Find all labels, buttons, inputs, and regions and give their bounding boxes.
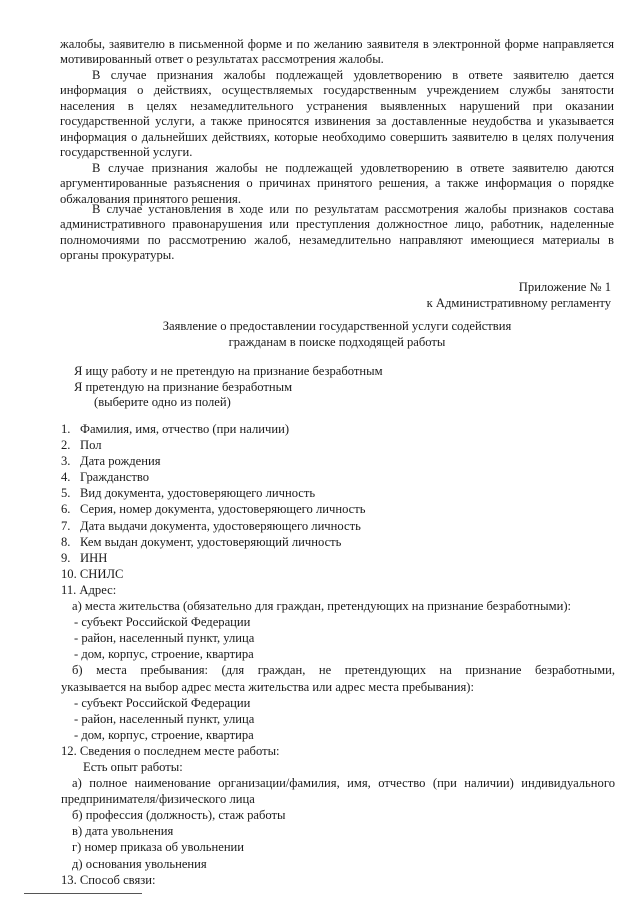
field-number: 2. xyxy=(61,438,71,453)
form-fields-list xyxy=(61,421,615,888)
field-label: Дата выдачи документа, удостоверяющего личность xyxy=(80,518,361,533)
field-label: Кем выдан документ, удостоверяющий личность xyxy=(80,534,342,549)
address-stay-building: - дом, корпус, строение, квартира xyxy=(74,727,254,742)
form-field xyxy=(61,501,615,517)
field-label: Фамилия, имя, отчество (при наличии) xyxy=(80,422,290,436)
address-residence: а) места жительства (обязательно для граждан, претендующих на признание безработными): xyxy=(72,599,572,614)
field-number: 6. xyxy=(61,502,71,517)
form-field xyxy=(61,485,615,501)
choice-unemployed: Я претендую на признание безработным xyxy=(74,379,293,394)
address-stay-line-2: указывается на выбор адрес места жительства или адрес места пребывания): xyxy=(61,679,474,694)
paragraph-complaint-rejected: В случае признания жалобы не подлежащей удовлетворению в ответе заявителю даются аргументированные разъяснения о причинах принятого решения, а также информация о порядке обжалования принятого решения. xyxy=(60,161,614,206)
form-field xyxy=(61,469,615,485)
work-dismissal-grounds: д) основания увольнения xyxy=(72,856,207,871)
work-profession: б) профессия (должность), стаж работы xyxy=(72,808,286,823)
appendix-heading xyxy=(427,279,611,311)
work-organization-line-2: предпринимателя/физического лица xyxy=(61,792,255,807)
field-label: Дата рождения xyxy=(80,454,161,469)
field-number: 5. xyxy=(61,486,71,501)
appendix-number: Приложение № 1 xyxy=(518,280,611,294)
form-field xyxy=(61,421,615,437)
form-title-line-1: Заявление о предоставлении государственной услуги содействия xyxy=(162,319,512,333)
work-dismissal-date: в) дата увольнения xyxy=(72,824,174,839)
field-address: 11. Адрес: xyxy=(61,582,117,597)
choice-hint: (выберите одно из полей) xyxy=(94,395,231,410)
address-stay-locality: - район, населенный пункт, улица xyxy=(74,711,255,726)
address-residence-building: - дом, корпус, строение, квартира xyxy=(74,647,254,662)
footer-rule xyxy=(24,893,142,894)
address-stay-region: - субъект Российской Федерации xyxy=(74,695,251,710)
form-field xyxy=(61,437,615,453)
field-contact-method: 13. Способ связи: xyxy=(61,872,156,887)
address-residence-region: - субъект Российской Федерации xyxy=(74,615,251,630)
status-choice-group xyxy=(74,364,383,411)
form-title-line-2: гражданам в поиске подходящей работы xyxy=(228,335,446,349)
field-number: 9. xyxy=(61,550,71,565)
field-label: Вид документа, удостоверяющего личность xyxy=(80,486,316,501)
field-number: 8. xyxy=(61,534,71,549)
field-label: Пол xyxy=(80,438,102,453)
field-snils: 10. СНИЛС xyxy=(61,566,124,581)
address-residence-locality: - район, населенный пункт, улица xyxy=(74,631,255,646)
form-field xyxy=(61,453,615,469)
choice-not-unemployed: Я ищу работу и не претендую на признание безработным xyxy=(74,364,383,378)
form-field xyxy=(61,534,615,550)
field-number: 4. xyxy=(61,470,71,485)
address-stay-line-1: б) места пребывания: (для граждан, не претендующих на признание безработными, xyxy=(72,663,615,678)
appendix-reference: к Административному регламенту xyxy=(426,296,611,310)
paragraph-response: жалобы, заявителю в письменной форме и по желанию заявителя в электронной форме направляется мотивированный ответ о результатах рассмотрения жалобы. xyxy=(60,37,614,67)
field-number: 7. xyxy=(61,518,71,533)
field-label: Гражданство xyxy=(80,470,150,485)
paragraph-prosecution: В случае установления в ходе или по результатам рассмотрения жалобы признаков состава административного правонарушения или преступления должностное лицо, работник, наделенные полномочиями по рассмотрению жалоб, незамедлительно направляют имеющиеся материалы в органы прокуратуры. xyxy=(60,202,614,263)
form-field xyxy=(61,518,615,534)
work-organization-line-1: а) полное наименование организации/фамилия, имя, отчество (при наличии) индивидуального xyxy=(72,776,615,791)
field-last-job: 12. Сведения о последнем месте работы: xyxy=(61,743,280,758)
paragraph-complaint-satisfied: В случае признания жалобы подлежащей удовлетворению в ответе заявителю дается информация о действиях, осуществляемых государственным учреждением службы занятости населения в целях незамедлительного устранения выявленных нарушений при оказании государственной услуги, а также приносятся извинения за доставленные неудобства и указывается информация о дальнейших действиях, которые необходимо совершить заявителю в целях получения государственной услуги. xyxy=(60,68,614,160)
work-order-number: г) номер приказа об увольнении xyxy=(72,840,245,855)
field-label: Серия, номер документа, удостоверяющего личность xyxy=(80,502,366,517)
form-field xyxy=(61,550,615,566)
work-experience: Есть опыт работы: xyxy=(83,759,183,774)
form-title xyxy=(60,318,614,350)
field-number: 1. xyxy=(61,422,71,436)
field-number: 3. xyxy=(61,454,71,469)
field-label: ИНН xyxy=(80,550,108,565)
